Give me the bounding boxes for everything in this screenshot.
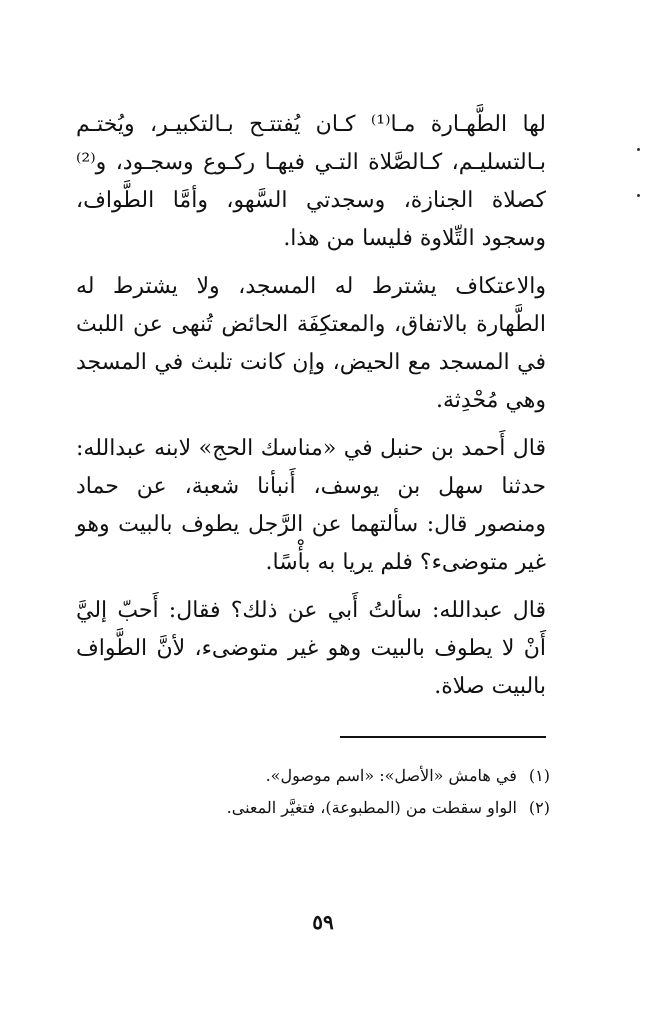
footnote-divider — [340, 736, 546, 738]
margin-dot — [637, 194, 640, 197]
paragraph-tahara: لها الطَّهـارة مـا⁽¹⁾ كـان يُفتتـح بـالتكبيـر، ويُختـم بـالتسليـم، كـالصَّلاة التـي فيهـا ركـوع وسجـود، و⁽²⁾كصلاة الجنازة، وسجدتي السَّهو، وأمَّا الطَّواف، وسجود التِّلاوة فليسا من هذا. — [76, 112, 547, 251]
footnote-number: (٢) — [528, 798, 550, 817]
paragraph-abdullah-narration: قال عبدالله: سألتُ أَبي عن ذلك؟ فقال: أَحبّ إليَّ أَنْ لا يطوف بالبيت وهو غير متوضىء، لأنَّ الطَّواف بالبيت صلاة. — [76, 598, 546, 699]
footnote-text: الواو سقطت من (المطبوعة)، فتغيَّر المعنى. — [226, 798, 517, 817]
footnotes — [120, 760, 550, 824]
page-number: ٥٩ — [312, 910, 334, 934]
paragraph-ahmad-narration: قال أَحمد بن حنبل في «مناسك الحج» لابنه عبدالله: حدثنا سهل بن يوسف، أَنبأنا شعبة، عن حماد ومنصور قال: سألتهما عن الرَّجل يطوف بالبيت وهو غير متوضىء؟ فلم يريا به بأْسًا. — [76, 436, 546, 575]
footnote-1 — [120, 760, 550, 792]
footnote-number: (١) — [528, 766, 550, 785]
paragraph-itikaf: والاعتكاف يشترط له المسجد، ولا يشترط له الطَّهارة بالاتفاق، والمعتكِفَة الحائض تُنهى عن اللبث في المسجد مع الحيض، وإن كانت تلبث في المسجد وهي مُحْدِثة. — [76, 274, 546, 413]
margin-dot — [637, 148, 640, 151]
footnote-text: في هامش «الأصل»: «اسم موصول». — [265, 766, 517, 785]
footnote-2 — [120, 792, 550, 824]
